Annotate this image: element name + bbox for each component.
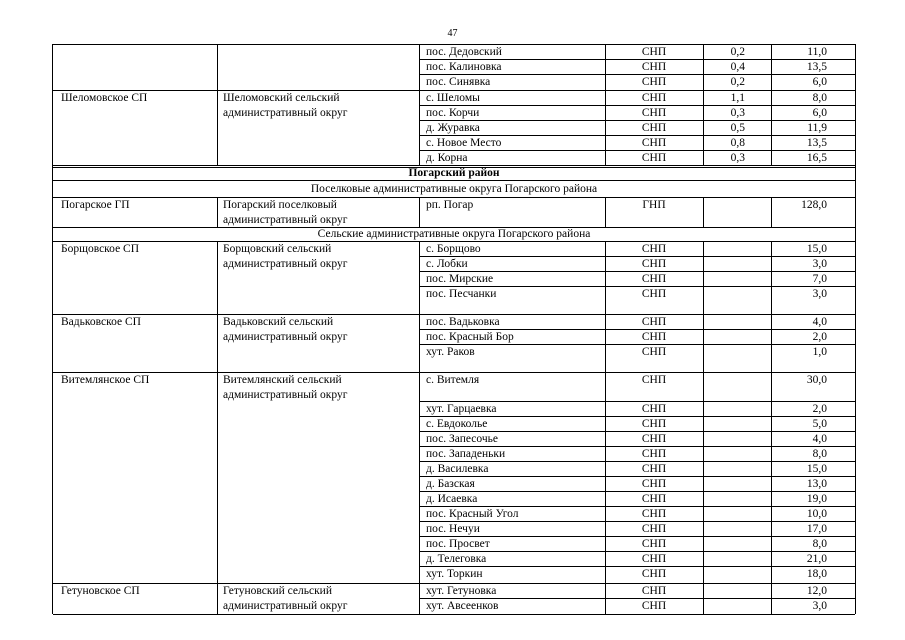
value-2: 2,0: [812, 331, 827, 343]
settlement-type: СНП: [641, 107, 667, 119]
value-2: 13,0: [806, 478, 827, 490]
settlement-name: хут. Гетуновка: [426, 585, 497, 597]
settlement-type: СНП: [641, 46, 667, 58]
settlement-name: пос. Красный Бор: [426, 331, 514, 343]
cp-name: Борщовское СП: [61, 243, 140, 255]
okrug-name: Витемлянский сельский: [223, 374, 342, 386]
settlement-name: пос. Просвет: [426, 538, 490, 550]
column-rule: [605, 314, 606, 372]
value-2: 10,0: [806, 508, 827, 520]
settlement-type: СНП: [641, 61, 667, 73]
column-rule: [703, 90, 704, 165]
settlement-type: СНП: [641, 568, 667, 580]
settlement-name: пос. Нечуи: [426, 523, 480, 535]
column-rule: [771, 372, 772, 583]
cp-name: Витемлянское СП: [61, 374, 150, 386]
value-2: 6,0: [812, 76, 827, 88]
value-2: 17,0: [806, 523, 827, 535]
settlement-type: СНП: [641, 152, 667, 164]
okrug-name: административный округ: [223, 107, 348, 119]
column-rule: [419, 583, 420, 614]
page-number: 47: [447, 28, 458, 39]
settlement-type: СНП: [641, 316, 667, 328]
settlement-name: д. Василевка: [426, 463, 489, 475]
settlement-type: СНП: [641, 418, 667, 430]
settlement-type: ГНП: [642, 199, 666, 211]
okrug-name: Погарский поселковый: [223, 199, 337, 211]
column-rule: [703, 314, 704, 372]
value-2: 13,5: [806, 61, 827, 73]
column-rule: [605, 90, 606, 165]
column-rule: [605, 241, 606, 314]
settlement-type: СНП: [641, 258, 667, 270]
value-2: 16,5: [806, 152, 827, 164]
column-rule: [605, 197, 606, 227]
settlement-name: пос. Запесочье: [426, 433, 498, 445]
value-1: 0,4: [730, 61, 745, 73]
column-rule: [771, 90, 772, 165]
cp-name: Шеломовское СП: [61, 92, 148, 104]
settlement-name: с. Витемля: [426, 374, 480, 386]
value-2: 7,0: [812, 273, 827, 285]
row-rule: [53, 241, 855, 242]
settlement-type: СНП: [641, 478, 667, 490]
settlement-type: СНП: [641, 331, 667, 343]
value-2: 11,9: [807, 122, 827, 134]
column-rule: [605, 44, 606, 90]
okrug-name: Борщовский сельский: [223, 243, 332, 255]
cp-name: Вадьковское СП: [61, 316, 141, 328]
settlement-name: пос. Красный Угол: [426, 508, 519, 520]
settlement-type: СНП: [641, 273, 667, 285]
value-2: 128,0: [801, 199, 827, 211]
okrug-name: Гетуновский сельский: [223, 585, 332, 597]
value-1: 0,3: [730, 107, 745, 119]
settlement-name: д. Журавка: [426, 122, 480, 134]
column-rule: [419, 44, 420, 90]
settlement-name: с. Шеломы: [426, 92, 480, 104]
value-2: 13,5: [806, 137, 827, 149]
value-2: 21,0: [806, 553, 827, 565]
value-2: 19,0: [806, 493, 827, 505]
settlement-name: с. Евдоколье: [426, 418, 488, 430]
settlement-type: СНП: [641, 463, 667, 475]
settlement-type: СНП: [641, 585, 667, 597]
value-2: 6,0: [812, 107, 827, 119]
row-rule: [53, 180, 855, 181]
column-rule: [217, 314, 218, 372]
column-rule: [771, 197, 772, 227]
okrug-name: Вадьковский сельский: [223, 316, 334, 328]
settlement-name: с. Лобки: [426, 258, 468, 270]
settlement-name: рп. Погар: [426, 199, 474, 211]
settlement-name: хут. Гарцаевка: [426, 403, 497, 415]
value-2: 15,0: [806, 463, 827, 475]
column-rule: [419, 90, 420, 165]
settlement-name: хут. Торкин: [426, 568, 483, 580]
settlement-name: с. Новое Место: [426, 137, 502, 149]
value-2: 5,0: [812, 418, 827, 430]
settlement-name: пос. Мирские: [426, 273, 494, 285]
okrug-name: административный округ: [223, 214, 348, 226]
value-2: 18,0: [806, 568, 827, 580]
settlement-type: СНП: [641, 523, 667, 535]
value-1: 0,5: [730, 122, 745, 134]
settlement-type: СНП: [641, 243, 667, 255]
row-rule: [53, 44, 855, 45]
settlement-name: пос. Синявка: [426, 76, 491, 88]
value-2: 2,0: [812, 403, 827, 415]
settlement-name: д. Исаевка: [426, 493, 478, 505]
settlement-type: СНП: [641, 448, 667, 460]
column-rule: [771, 241, 772, 314]
settlement-name: д. Корна: [426, 152, 468, 164]
column-rule: [703, 197, 704, 227]
column-rule: [605, 372, 606, 583]
column-rule: [419, 197, 420, 227]
value-2: 12,0: [806, 585, 827, 597]
column-rule: [703, 44, 704, 90]
column-rule: [771, 314, 772, 372]
settlement-type: СНП: [641, 403, 667, 415]
value-2: 4,0: [812, 316, 827, 328]
value-2: 4,0: [812, 433, 827, 445]
column-rule: [703, 372, 704, 583]
value-1: 0,3: [730, 152, 745, 164]
value-2: 3,0: [812, 258, 827, 270]
value-1: 0,2: [730, 76, 745, 88]
settlement-type: СНП: [641, 553, 667, 565]
settlement-name: д. Базская: [426, 478, 475, 490]
value-2: 11,0: [807, 46, 827, 58]
settlement-name: хут. Авсеенков: [426, 600, 499, 612]
column-rule: [771, 44, 772, 90]
settlement-name: пос. Калиновка: [426, 61, 502, 73]
okrug-name: административный округ: [223, 600, 348, 612]
column-rule: [217, 583, 218, 614]
column-rule: [217, 44, 218, 90]
district-title: Погарский район: [408, 167, 500, 179]
column-rule: [419, 372, 420, 583]
cp-name: Гетуновское СП: [61, 585, 140, 597]
value-2: 3,0: [812, 288, 827, 300]
column-rule: [419, 314, 420, 372]
column-rule: [217, 372, 218, 583]
okrug-name: Шеломовский сельский: [223, 92, 340, 104]
cp-name: Погарское ГП: [61, 199, 130, 211]
settlement-type: СНП: [641, 346, 667, 358]
settlement-type: СНП: [641, 433, 667, 445]
settlement-type: СНП: [641, 374, 667, 386]
settlement-name: пос. Песчанки: [426, 288, 497, 300]
value-2: 8,0: [812, 448, 827, 460]
settlement-name: пос. Западеньки: [426, 448, 506, 460]
settlement-type: СНП: [641, 122, 667, 134]
value-2: 1,0: [812, 346, 827, 358]
settlement-type: СНП: [641, 508, 667, 520]
column-rule: [771, 583, 772, 614]
value-2: 8,0: [812, 538, 827, 550]
settlement-type: СНП: [641, 600, 667, 612]
settlement-name: пос. Корчи: [426, 107, 480, 119]
settlement-name: пос. Вадьковка: [426, 316, 500, 328]
column-rule: [217, 90, 218, 165]
value-1: 0,8: [730, 137, 745, 149]
settlement-type: СНП: [641, 76, 667, 88]
settlement-name: с. Борщово: [426, 243, 481, 255]
value-2: 8,0: [812, 92, 827, 104]
settlement-name: д. Телеговка: [426, 553, 487, 565]
settlement-type: СНП: [641, 538, 667, 550]
settlement-okrug-header: Поселковые административные округа Погарского района: [310, 183, 598, 195]
settlement-type: СНП: [641, 92, 667, 104]
rural-okrug-header: Сельские административные округа Погарского района: [317, 228, 591, 240]
okrug-name: административный округ: [223, 389, 348, 401]
settlement-name: хут. Раков: [426, 346, 475, 358]
column-rule: [605, 583, 606, 614]
settlements-table: [52, 44, 856, 614]
value-2: 30,0: [806, 374, 827, 386]
column-rule: [419, 241, 420, 314]
column-rule: [217, 197, 218, 227]
value-1: 0,2: [730, 46, 745, 58]
value-2: 15,0: [806, 243, 827, 255]
okrug-name: административный округ: [223, 258, 348, 270]
column-rule: [703, 583, 704, 614]
value-2: 3,0: [812, 600, 827, 612]
settlement-type: СНП: [641, 288, 667, 300]
column-rule: [217, 241, 218, 314]
column-rule: [703, 241, 704, 314]
settlement-type: СНП: [641, 493, 667, 505]
value-1: 1,1: [730, 92, 745, 104]
okrug-name: административный округ: [223, 331, 348, 343]
settlement-type: СНП: [641, 137, 667, 149]
row-rule: [53, 614, 855, 615]
settlement-name: пос. Дедовский: [426, 46, 502, 58]
